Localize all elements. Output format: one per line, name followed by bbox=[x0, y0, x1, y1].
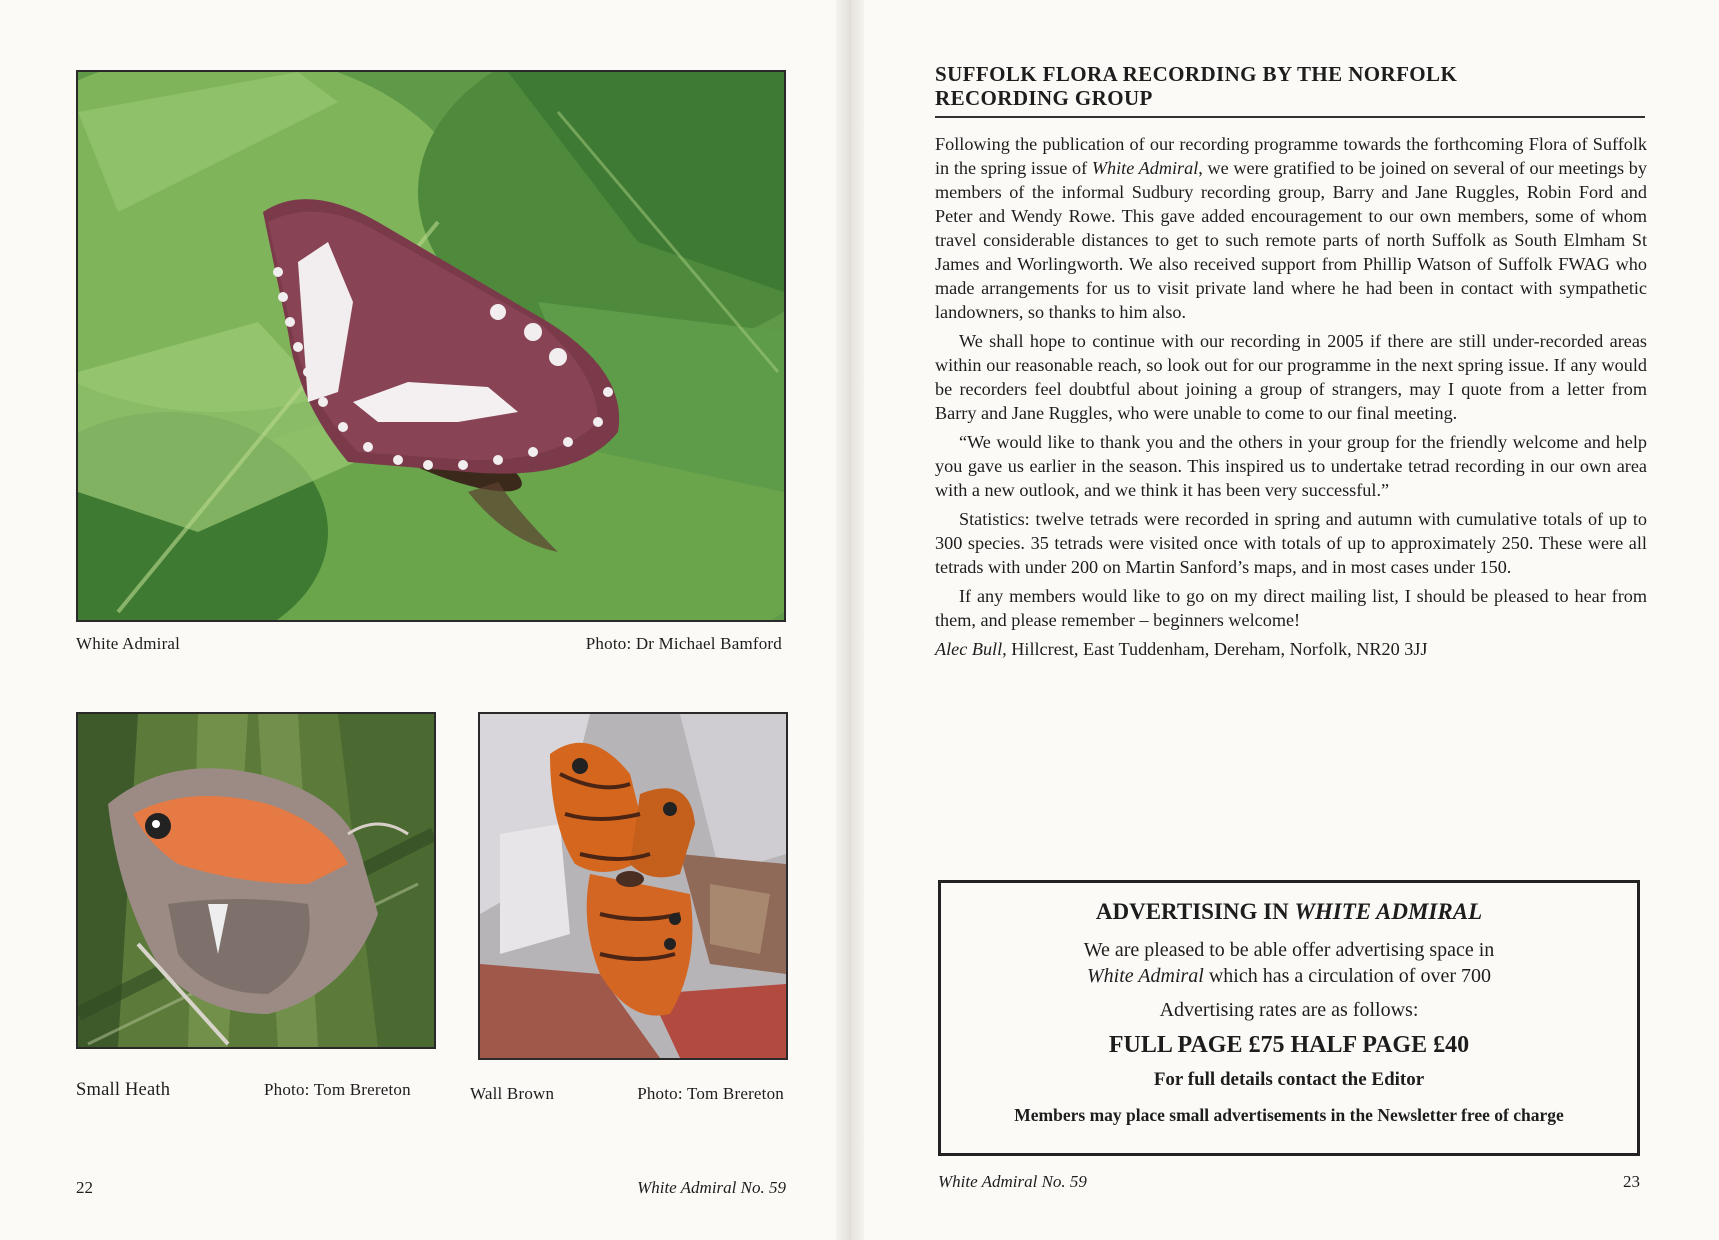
advert-prices: FULL PAGE £75 HALF PAGE £40 bbox=[1108, 1032, 1470, 1058]
article-title-line1: SUFFOLK FLORA RECORDING BY THE NORFOLK bbox=[935, 62, 1458, 86]
right-page-number: 23 bbox=[1623, 1172, 1640, 1191]
advert-contact: For full details contact the Editor bbox=[1153, 1069, 1425, 1090]
small-heath-caption: Small Heath bbox=[76, 1080, 171, 1100]
article-body bbox=[935, 132, 1647, 666]
small-heath-image bbox=[78, 714, 434, 1047]
left-page-number: 22 bbox=[76, 1178, 93, 1197]
white-admiral-caption: White Admiral bbox=[76, 634, 181, 653]
small-heath-credit: Photo: Tom Brereton bbox=[264, 1080, 411, 1099]
left-issue-label: White Admiral No. 59 bbox=[637, 1178, 786, 1197]
white-admiral-image bbox=[78, 72, 784, 620]
advertising-box bbox=[938, 880, 1640, 1156]
advert-title: ADVERTISING IN WHITE ADMIRAL bbox=[1095, 899, 1483, 924]
wall-brown-caption: Wall Brown bbox=[470, 1084, 555, 1103]
small-heath-photo bbox=[76, 712, 436, 1049]
signature bbox=[935, 637, 1647, 661]
paragraph-5: If any members would like to go on my direct mailing list, I should be pleased to hear from them, and please remember – beginners welcome! bbox=[935, 586, 1647, 630]
article-title bbox=[935, 62, 1645, 118]
white-admiral-photo bbox=[76, 70, 786, 622]
author-name: Alec Bull, bbox=[935, 639, 1007, 659]
advert-line1: We are pleased to be able offer advertising space in bbox=[1083, 939, 1495, 961]
author-address: Hillcrest, East Tuddenham, Dereham, Norfolk, NR20 3JJ bbox=[1006, 639, 1428, 659]
advert-rates: Advertising rates are as follows: bbox=[1159, 999, 1419, 1021]
wall-brown-photo bbox=[478, 712, 788, 1060]
advert-line2: White Admiral which has a circulation of over 700 bbox=[1087, 965, 1491, 987]
white-admiral-credit: Photo: Dr Michael Bamford bbox=[585, 634, 782, 653]
paragraph-1: Following the publication of our recording programme towards the forthcoming Flora of Suffolk in the spring issue of White Admiral, we were gratified to be joined on several of our meetings by members of the informal Sudbury recording group, Barry and Jane Ruggles, Robin Ford and Peter and Wendy Rowe. This gave added encouragement to our own members, some of whom travel considerable distances to get to such remote parts of north Suffolk as South Elmham St James and Worlingworth. We also received support from Phillip Watson of Suffolk FWAG who made arrangements for us to visit private land where he had been in contact with sympathetic landowners, so thanks to him also. bbox=[935, 134, 1647, 322]
wall-brown-image bbox=[480, 714, 786, 1058]
advert-members-note: Members may place small advertisements in the Newsletter free of charge bbox=[1014, 1105, 1564, 1125]
article-title-line2: RECORDING GROUP bbox=[935, 86, 1153, 110]
wall-brown-credit: Photo: Tom Brereton bbox=[637, 1084, 784, 1103]
paragraph-4: Statistics: twelve tetrads were recorded in spring and autumn with cumulative totals of up to 300 species. 35 tetrads were visited once with totals of up to approximately 250. These were all tetrads with under 200 on Martin Sanford’s maps, and in most cases under 150. bbox=[935, 509, 1647, 577]
right-issue-label: White Admiral No. 59 bbox=[938, 1172, 1087, 1191]
page-gutter bbox=[836, 0, 864, 1240]
paragraph-3: “We would like to thank you and the others in your group for the friendly welcome and help you gave us earlier in the season. This inspired us to undertake tetrad recording in our own area with a new outlook, and we think it has been very successful.” bbox=[935, 432, 1647, 500]
paragraph-2: We shall hope to continue with our recording in 2005 if there are still under-recorded areas within our reasonable reach, so look out for our programme in the next spring issue. If any would be recorders feel doubtful about joining a group of strangers, may I quote from a letter from Barry and Jane Ruggles, who were unable to come to our final meeting. bbox=[935, 331, 1647, 423]
